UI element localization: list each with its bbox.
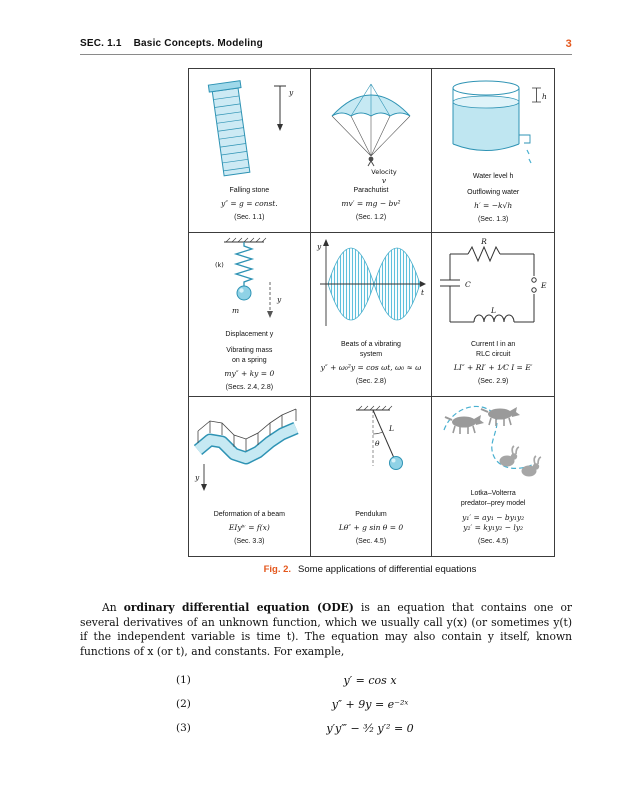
beam-illustration xyxy=(190,400,308,498)
header-rule xyxy=(80,54,572,55)
cell-label: Falling stone xyxy=(229,187,270,195)
leaning-tower xyxy=(209,81,253,177)
water-tank-illustration xyxy=(434,72,552,172)
intro-bold-term: ordinary differential equation (ODE) xyxy=(123,601,354,614)
inductor-label: L xyxy=(491,306,497,315)
figure-caption-label: Fig. 2. xyxy=(263,564,292,575)
cell-label: Vibrating mass xyxy=(226,347,273,355)
cell-caption xyxy=(433,172,553,225)
cell-section-ref: (Secs. 2.4, 2.8) xyxy=(225,383,274,391)
wolf-icon xyxy=(445,415,484,434)
y-label: y xyxy=(195,473,200,482)
equation-row-3 xyxy=(80,722,572,738)
displacement-arrowhead xyxy=(267,311,273,318)
pendulum-bob xyxy=(389,457,402,470)
spring-constant-label: (k) xyxy=(215,261,225,269)
cell-section-ref: (Sec. 1.1) xyxy=(234,213,265,221)
cell-caption xyxy=(312,510,431,547)
cell-label: Pendulum xyxy=(355,511,387,519)
equation-expression: y′y‴ − ³⁄₂ y′² = 0 xyxy=(326,722,414,735)
cell-caption xyxy=(190,186,309,223)
cell-label: Lotka–Volterra xyxy=(470,490,516,498)
cell-label: predator–prey model xyxy=(460,500,526,508)
inductor-symbol xyxy=(474,315,514,322)
running-head xyxy=(80,38,572,50)
fall-arrow xyxy=(274,86,286,126)
cell-section-ref: (Sec. 2.8) xyxy=(355,377,387,385)
parachutist-illustration xyxy=(312,72,430,184)
figure-grid xyxy=(188,68,555,557)
equation-number: (1) xyxy=(176,674,191,686)
intro-lead: An xyxy=(102,601,124,614)
cell-label: system xyxy=(359,351,383,359)
h-dimension-line xyxy=(532,88,541,102)
ceiling-hatching xyxy=(358,406,392,410)
cell-section-ref: (Sec. 3.3) xyxy=(234,537,265,545)
cell-label: Beats of a vibrating xyxy=(341,341,401,349)
cell-equation: y₁′ = ay₁ − by₁y₂ xyxy=(462,512,525,522)
annotation-label: Water level h xyxy=(472,173,514,180)
equation-row-2 xyxy=(80,698,572,714)
rabbit-icon xyxy=(522,456,542,477)
equation-expression: y″ + 9y = e⁻²ˣ xyxy=(331,698,409,711)
cell-label: Parachutist xyxy=(353,187,389,195)
intro-rest: is an equation that contains one or several derivatives of an unknown function, which we usually call y(x) (or sometimes y(t) if the independent variable is time t). The equation may also contain y itself, known functions of x (or t), and constants. For example, xyxy=(80,601,573,658)
deflection-arrowhead xyxy=(201,484,207,491)
figure-cell-rlc-circuit xyxy=(432,233,554,397)
figure-caption xyxy=(130,564,610,575)
theta-label: θ xyxy=(374,439,380,448)
figure-cell-pendulum xyxy=(311,397,433,556)
cell-caption xyxy=(433,340,553,387)
mass-ball xyxy=(237,286,251,300)
cell-caption xyxy=(190,510,309,547)
cell-section-ref: (Sec. 1.2) xyxy=(355,213,387,221)
length-label: L xyxy=(388,424,394,433)
v-label: v xyxy=(381,176,387,184)
rlc-circuit-illustration xyxy=(434,236,552,332)
falling-stone-illustration xyxy=(190,72,308,184)
annotation-label: Displacement y xyxy=(225,331,274,338)
equation-number: (2) xyxy=(176,698,191,710)
mass-label: m xyxy=(232,306,240,315)
beats-illustration xyxy=(312,236,430,332)
figure-cell-beam xyxy=(189,397,311,556)
rabbit-icon xyxy=(500,446,520,467)
figure-cell-predator-prey xyxy=(432,397,554,556)
cell-equation: EIyⁱᵛ = f(x) xyxy=(228,523,270,533)
t-axis-arrowhead xyxy=(420,281,426,287)
figure-cell-mass-spring xyxy=(189,233,311,397)
beam-deck xyxy=(198,428,296,458)
water-drops xyxy=(527,150,531,163)
y-axis-label: y xyxy=(316,242,322,251)
equation-row-1 xyxy=(80,674,572,690)
bob-highlight xyxy=(391,459,395,463)
cell-equation: h′ = −k√h xyxy=(474,201,513,211)
figure-cell-falling-stone xyxy=(189,69,311,233)
emf-label: E xyxy=(541,281,547,290)
cell-label: on a spring xyxy=(232,357,267,365)
predator-prey-illustration xyxy=(434,400,552,488)
cell-caption xyxy=(312,340,431,387)
pendulum-illustration xyxy=(312,400,430,498)
figure-caption-text: Some applications of differential equations xyxy=(298,564,477,575)
equation-number: (3) xyxy=(176,722,191,734)
outflow-pipe xyxy=(519,135,530,143)
cell-section-ref: (Sec. 4.5) xyxy=(355,537,387,545)
wolf-icon xyxy=(481,407,520,426)
section-number: SEC. 1.1 xyxy=(80,38,122,49)
cell-caption xyxy=(312,186,431,223)
figure-cell-parachutist xyxy=(311,69,433,233)
cell-equation: Lθ″ + g sin θ = 0 xyxy=(338,523,404,533)
figure-cell-outflowing-water xyxy=(432,69,554,233)
spring-coil xyxy=(236,242,252,286)
water-surface xyxy=(453,96,519,108)
cell-equation: y″ = g = const. xyxy=(220,199,278,209)
velocity-label: Velocity xyxy=(371,168,397,176)
cell-equation: my″ + ky = 0 xyxy=(224,369,275,379)
cell-section-ref: (Sec. 1.3) xyxy=(477,215,509,223)
y-label: y xyxy=(277,295,282,304)
figure-cell-beats xyxy=(311,233,433,397)
parachutist-legs xyxy=(368,161,374,166)
cell-label: Deformation of a beam xyxy=(213,511,285,519)
resistor-label: R xyxy=(481,237,487,246)
cell-section-ref: (Sec. 4.5) xyxy=(477,537,509,545)
shroud-lines xyxy=(332,116,410,156)
section-title: Basic Concepts. Modeling xyxy=(133,38,263,49)
resistor-symbol xyxy=(468,247,500,261)
cell-label: Current I in an xyxy=(470,341,516,349)
h-label: h xyxy=(542,92,547,101)
circuit-wires xyxy=(440,254,534,322)
cell-equation: y₂′ = ky₁y₂ − ly₂ xyxy=(463,523,524,533)
terminal-bottom xyxy=(532,288,536,292)
fall-arrowhead xyxy=(277,124,283,131)
equation-expression: y′ = cos x xyxy=(343,674,397,687)
cell-section-ref: (Sec. 2.9) xyxy=(477,377,509,385)
intro-paragraph xyxy=(80,601,572,659)
cell-caption xyxy=(433,489,553,547)
y-axis-arrowhead xyxy=(323,239,329,246)
ceiling-hatching xyxy=(226,238,266,242)
mass-highlight xyxy=(240,288,244,292)
terminal-top xyxy=(532,278,536,282)
water-body xyxy=(453,102,519,151)
cell-equation: y″ + ω₀²y = cos ωt, ω₀ ≈ ω xyxy=(320,363,422,373)
cell-label: RLC circuit xyxy=(476,351,511,359)
cell-label: Outflowing water xyxy=(467,189,520,197)
capacitor-label: C xyxy=(465,280,471,289)
theta-arc xyxy=(373,432,383,434)
cell-caption xyxy=(190,330,309,393)
page-number: 3 xyxy=(565,38,572,50)
mass-spring-illustration xyxy=(190,236,308,330)
t-axis-label: t xyxy=(420,288,424,297)
y-axis-label: y xyxy=(289,88,294,97)
cell-equation: mv′ = mg − bv² xyxy=(341,199,401,209)
cell-equation: LI″ + RI′ + 1⁄C I = E′ xyxy=(453,363,533,373)
tank-rim xyxy=(453,81,519,95)
